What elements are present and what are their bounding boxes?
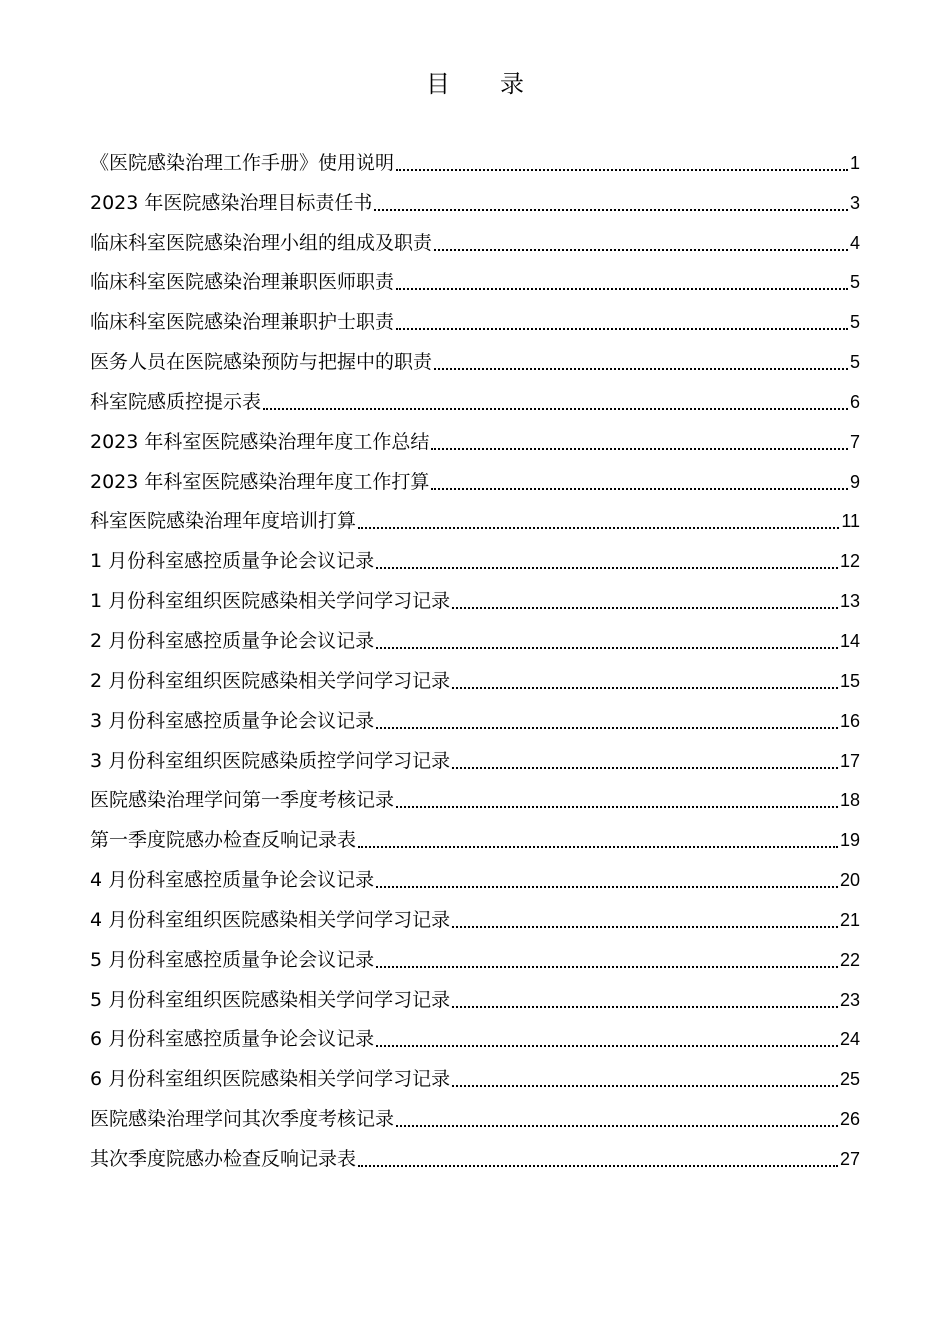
toc-entry-page: 1 xyxy=(849,152,860,173)
toc-entry-label: 2023 年科室医院感染治理年度工作总结 xyxy=(90,430,430,453)
toc-entry-page: 22 xyxy=(839,949,860,970)
toc-entry-label: 医院感染治理学问其次季度考核记录 xyxy=(90,1108,395,1131)
toc-entry-label: 1 月份科室组织医院感染相关学问学习记录 xyxy=(90,590,451,613)
dot-leader xyxy=(452,687,838,689)
toc-entry-label: 4 月份科室感控质量争论会议记录 xyxy=(90,869,375,892)
toc-entry-label: 6 月份科室感控质量争论会议记录 xyxy=(90,1028,375,1051)
toc-entry-page: 14 xyxy=(839,630,860,651)
toc-entry[interactable] xyxy=(90,620,860,660)
toc-entry-page: 3 xyxy=(849,192,860,213)
toc-entry-page: 16 xyxy=(839,710,860,731)
title-char-1: 目 xyxy=(426,70,450,98)
toc-entry-label: 5 月份科室组织医院感染相关学问学习记录 xyxy=(90,988,451,1011)
toc-entry[interactable] xyxy=(90,262,860,302)
toc-entry-label: 科室院感质控提示表 xyxy=(90,390,262,413)
dot-leader xyxy=(396,288,848,290)
toc-entry[interactable] xyxy=(90,1138,860,1178)
toc-entry-page: 27 xyxy=(839,1148,860,1169)
toc-entry[interactable] xyxy=(90,421,860,461)
dot-leader xyxy=(431,448,848,450)
toc-entry[interactable] xyxy=(90,142,860,182)
dot-leader xyxy=(396,1125,838,1127)
dot-leader xyxy=(376,886,838,888)
dot-leader xyxy=(452,1006,838,1008)
toc-entry-page: 7 xyxy=(849,431,860,452)
dot-leader xyxy=(374,209,848,211)
toc-entry-label: 2023 年医院感染治理目标责任书 xyxy=(90,191,373,214)
dot-leader xyxy=(358,846,838,848)
dot-leader xyxy=(396,806,838,808)
dot-leader xyxy=(376,727,838,729)
toc-entry-label: 临床科室医院感染治理小组的组成及职责 xyxy=(90,231,433,254)
toc-entry[interactable] xyxy=(90,540,860,580)
toc-entry-label: 科室医院感染治理年度培训打算 xyxy=(90,510,357,533)
dot-leader xyxy=(376,567,838,569)
toc-entry-label: 《医院感染治理工作手册》使用说明 xyxy=(90,151,395,174)
toc-entry[interactable] xyxy=(90,859,860,899)
toc-entry-page: 25 xyxy=(839,1069,860,1090)
dot-leader xyxy=(376,647,838,649)
dot-leader xyxy=(452,607,838,609)
toc-entry[interactable] xyxy=(90,899,860,939)
toc-entry-label: 2023 年科室医院感染治理年度工作打算 xyxy=(90,470,430,493)
toc-entry-page: 5 xyxy=(849,312,860,333)
toc-entry-page: 13 xyxy=(839,591,860,612)
dot-leader xyxy=(376,1045,838,1047)
toc-entry[interactable] xyxy=(90,301,860,341)
dot-leader xyxy=(358,1165,838,1167)
dot-leader xyxy=(452,926,838,928)
toc-entry[interactable] xyxy=(90,700,860,740)
toc-entry-page: 24 xyxy=(839,1029,860,1050)
toc-entry-label: 2 月份科室感控质量争论会议记录 xyxy=(90,629,375,652)
toc-entry-label: 2 月份科室组织医院感染相关学问学习记录 xyxy=(90,669,451,692)
toc-entry-page: 18 xyxy=(839,790,860,811)
toc-entry[interactable] xyxy=(90,1098,860,1138)
toc-entry[interactable] xyxy=(90,740,860,780)
toc-entry[interactable] xyxy=(90,939,860,979)
toc-entry-page: 15 xyxy=(839,670,860,691)
toc-entry-label: 其次季度院感办检查反响记录表 xyxy=(90,1147,357,1170)
toc-entry[interactable] xyxy=(90,341,860,381)
toc-entry[interactable] xyxy=(90,819,860,859)
toc-entry-page: 23 xyxy=(839,989,860,1010)
toc-entry-page: 20 xyxy=(839,870,860,891)
dot-leader xyxy=(431,488,848,490)
dot-leader xyxy=(396,328,848,330)
toc-entry-label: 第一季度院感办检查反响记录表 xyxy=(90,829,357,852)
toc-entry[interactable] xyxy=(90,580,860,620)
toc-entry-label: 5 月份科室感控质量争论会议记录 xyxy=(90,948,375,971)
dot-leader xyxy=(263,408,848,410)
toc-entry[interactable] xyxy=(90,461,860,501)
toc-entry-page: 5 xyxy=(849,352,860,373)
toc-entry-page: 5 xyxy=(849,272,860,293)
toc-entry-page: 11 xyxy=(841,511,860,532)
toc-entry-label: 1 月份科室感控质量争论会议记录 xyxy=(90,550,375,573)
toc-entry[interactable] xyxy=(90,780,860,820)
toc-entry-label: 3 月份科室组织医院感染质控学问学习记录 xyxy=(90,749,451,772)
dot-leader xyxy=(434,368,848,370)
toc-entry[interactable] xyxy=(90,1019,860,1059)
toc-entry-page: 4 xyxy=(849,232,860,253)
toc-entry-page: 19 xyxy=(839,830,860,851)
toc-entry[interactable] xyxy=(90,660,860,700)
page-title xyxy=(0,66,950,102)
toc-entry[interactable] xyxy=(90,182,860,222)
toc-entry-label: 6 月份科室组织医院感染相关学问学习记录 xyxy=(90,1068,451,1091)
toc-entry-page: 12 xyxy=(839,551,860,572)
toc-entry[interactable] xyxy=(90,381,860,421)
title-char-2: 录 xyxy=(500,70,524,98)
toc-entry-label: 医务人员在医院感染预防与把握中的职责 xyxy=(90,351,433,374)
dot-leader xyxy=(396,169,848,171)
dot-leader xyxy=(452,767,838,769)
toc-entry-page: 26 xyxy=(839,1109,860,1130)
toc-entry[interactable] xyxy=(90,222,860,262)
toc-entry-page: 17 xyxy=(839,750,860,771)
toc-entry[interactable] xyxy=(90,1058,860,1098)
toc-entry-page: 9 xyxy=(849,471,860,492)
toc-entry-page: 21 xyxy=(839,909,860,930)
table-of-contents xyxy=(90,142,860,1178)
toc-entry-label: 4 月份科室组织医院感染相关学问学习记录 xyxy=(90,908,451,931)
toc-entry-label: 临床科室医院感染治理兼职护士职责 xyxy=(90,311,395,334)
dot-leader xyxy=(376,966,838,968)
toc-entry-page: 6 xyxy=(849,391,860,412)
dot-leader xyxy=(358,527,839,529)
toc-entry-label: 医院感染治理学问第一季度考核记录 xyxy=(90,789,395,812)
dot-leader xyxy=(452,1085,838,1087)
dot-leader xyxy=(434,249,848,251)
toc-entry-label: 3 月份科室感控质量争论会议记录 xyxy=(90,709,375,732)
toc-entry[interactable] xyxy=(90,979,860,1019)
toc-entry-label: 临床科室医院感染治理兼职医师职责 xyxy=(90,271,395,294)
toc-entry[interactable] xyxy=(90,501,860,541)
